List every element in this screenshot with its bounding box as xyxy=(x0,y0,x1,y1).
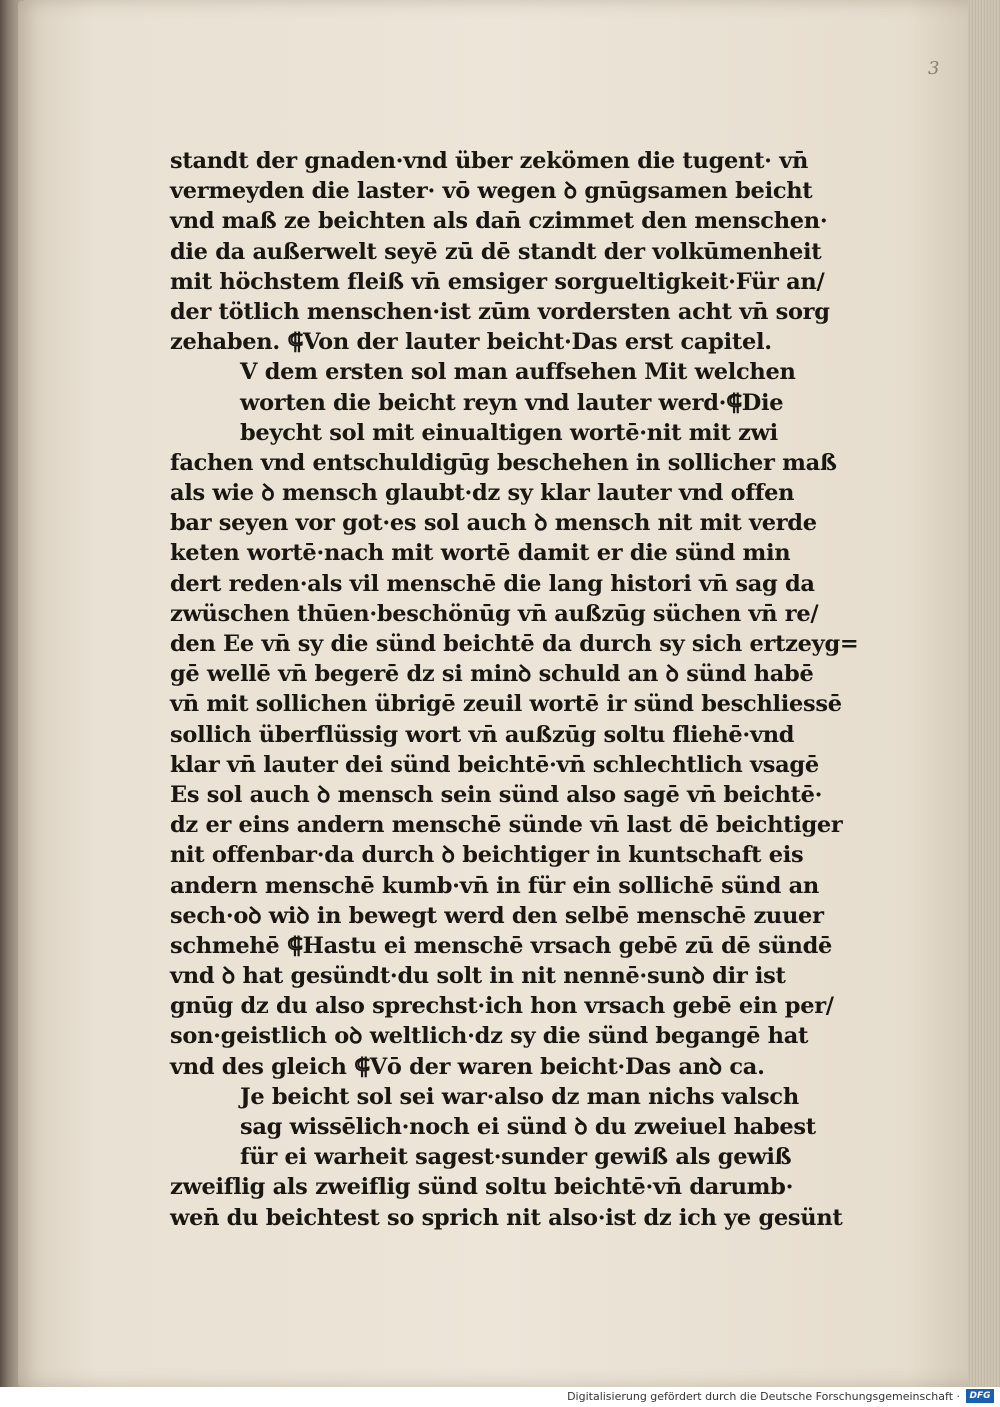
text-line: standt der gnaden·vnd über zekömen die tugent· vn̄ xyxy=(170,148,809,174)
text-line: bar seyen vor got·es sol auch ꝺ mensch nit mit verde xyxy=(170,510,817,537)
text-line: zweiflig als zweiflig sünd soltu beichtē·vn̄ darumb· xyxy=(170,1174,794,1201)
text-line: vn̄ mit sollichen übrigē zeuil wortē ir sünd beschliessē xyxy=(170,691,842,718)
text-line: vnd ꝺ hat gesündt·du solt in nit nennē·sunꝺ dir ist xyxy=(170,963,786,990)
dfg-logo-icon: DFG xyxy=(966,1389,994,1403)
text-line: sech·oꝺ wiꝺ in bewegt werd den selbē menschē zuuer xyxy=(170,902,824,929)
text-line: nit offenbar·da durch ꝺ beichtiger in kuntschaft eis xyxy=(170,842,804,869)
text-line: dz er eins andern menschē sünde vn̄ last dē beichtiger xyxy=(170,812,843,839)
text-line: wen̄ du beichtest so sprich nit also·ist dz ich ye gesünt xyxy=(170,1204,843,1231)
text-line: als wie ꝺ mensch glaubt·dz sy klar lauter vnd offen xyxy=(170,480,795,507)
text-line: Es sol auch ꝺ mensch sein sünd also sagē vn̄ beichtē· xyxy=(170,781,823,808)
text-line: son·geistlich oꝺ weltlich·dz sy die sünd begangē hat xyxy=(170,1023,809,1050)
text-line: klar vn̄ lauter dei sünd beichtē·vn̄ schlechtlich vsagē xyxy=(170,751,819,778)
text-line: zwüschen thūen·beschönūg vn̄ außzūg süchen vn̄ re/ xyxy=(170,600,819,627)
text-line: vnd des gleich ⸿Vō der waren beicht·Das anꝺ ca. xyxy=(170,1053,765,1080)
text-line: dert reden·als vil menschē die lang histori vn̄ sag da xyxy=(170,570,815,597)
text-line: keten wortē·nach mit wortē damit er die sünd min xyxy=(170,540,791,567)
text-line: gnūg dz du also sprechst·ich hon vrsach gebē ein per/ xyxy=(170,993,834,1020)
text-line: die da außerwelt seyē zū dē standt der volkūmenheit xyxy=(170,238,822,265)
footer-bar xyxy=(0,1387,1000,1407)
text-line: sag wissēlich·noch ei sünd ꝺ du zweiuel habest xyxy=(240,1114,816,1140)
text-line: fachen vnd entschuldigūg beschehen in sollicher maß xyxy=(170,449,837,476)
text-line: Je beicht sol sei war·also dz man nichs valsch xyxy=(240,1083,799,1110)
text-line: beycht sol mit einualtigen wortē·nit mit zwi xyxy=(240,419,778,446)
text-block xyxy=(170,146,859,1233)
text-line: mit höchstem fleiß vn̄ emsiger sorgueltigkeit·Für an/ xyxy=(170,268,825,295)
text-line: gē wellē vn̄ begerē dz si minꝺ schuld an ꝺ sünd habē xyxy=(170,661,814,688)
text-line: vermeyden die laster· vō wegen ꝺ gnūgsamen beicht xyxy=(170,178,813,205)
text-line: andern menschē kumb·vn̄ in für ein sollichē sünd an xyxy=(170,872,819,899)
footer-credit: Digitalisierung gefördert durch die Deutsche Forschungsgemeinschaft · xyxy=(567,1390,960,1403)
text-line: vnd maß ze beichten als dan̄ czimmet den menschen· xyxy=(170,208,828,235)
text-line: worten die beicht reyn vnd lauter werd·⸿Die xyxy=(240,389,784,416)
text-line: V dem ersten sol man auffsehen Mit welchen xyxy=(240,359,796,386)
folio-number: 3 xyxy=(928,58,940,79)
page-edges xyxy=(968,0,1000,1387)
text-line: zehaben. ⸿Von der lauter beicht·Das erst capitel. xyxy=(170,329,772,356)
text-line: den Ee vn̄ sy die sünd beichtē da durch sy sich ertzeyg= xyxy=(170,631,859,657)
text-line: der tötlich menschen·ist zūm vordersten acht vn̄ sorg xyxy=(170,298,830,325)
text-line: schmehē ⸿Hastu ei menschē vrsach gebē zū dē sündē xyxy=(170,932,833,959)
text-line: für ei warheit sagest·sunder gewiß als gewiß xyxy=(240,1144,792,1171)
text-line: sollich überflüssig wort vn̄ außzūg soltu fliehē·vnd xyxy=(170,721,795,748)
